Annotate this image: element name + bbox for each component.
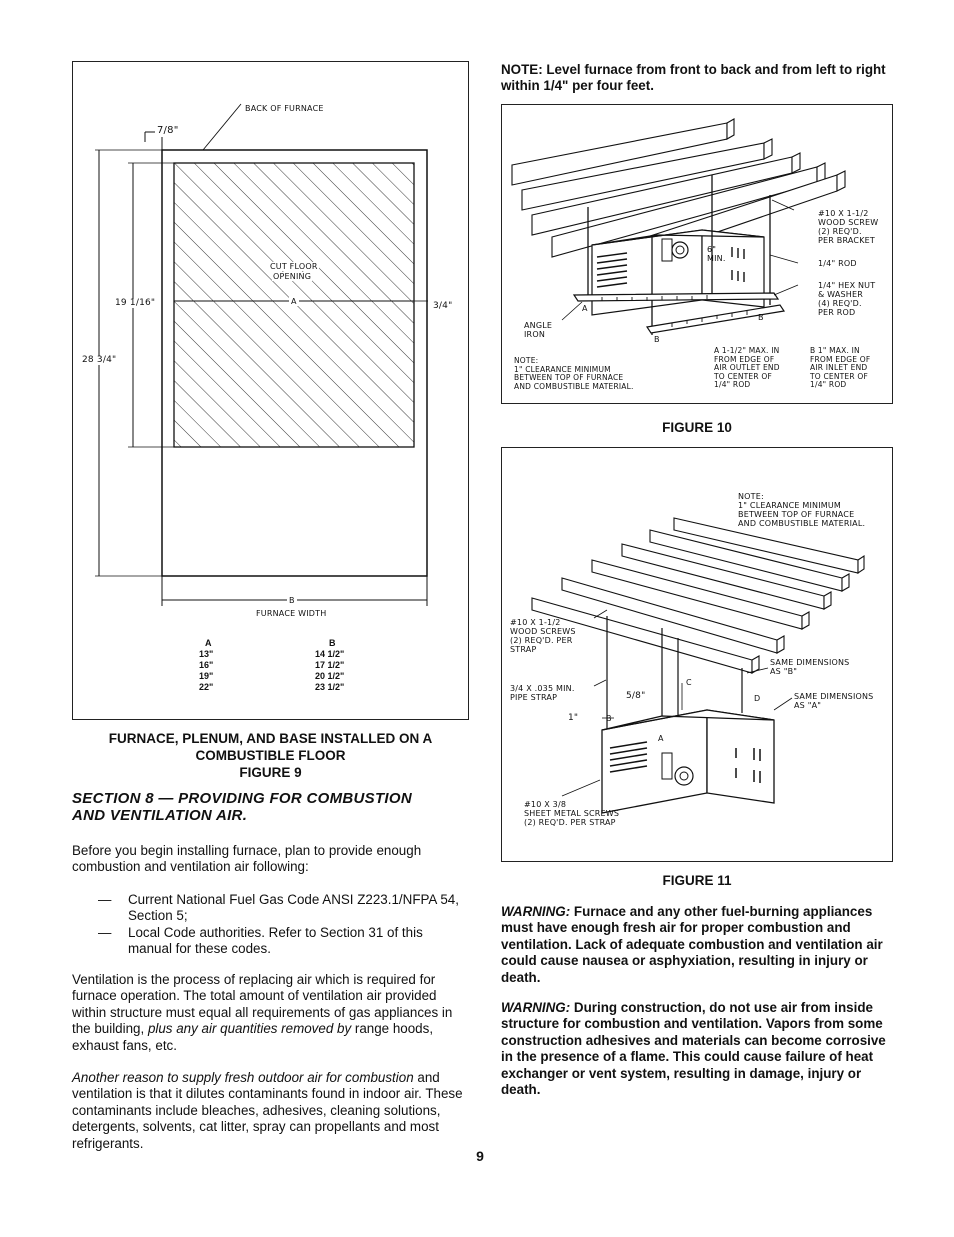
figure-11-frame <box>501 447 893 862</box>
f11-one-inch: 1" <box>568 713 579 723</box>
f11-sheet-screws-line: (2) REQ'D. PER STRAP <box>524 818 616 827</box>
f10-note <box>514 357 634 391</box>
f10-b-note-line: TO CENTER OF <box>810 371 868 381</box>
dash-mark: — <box>98 892 112 907</box>
section-8-bullets <box>98 892 468 958</box>
f11-five-eighths: 5/8" <box>626 691 646 701</box>
f10-a-note-line: TO CENTER OF <box>714 371 772 381</box>
f11-note-line: NOTE: <box>738 492 764 501</box>
f11-same-b-line: AS "B" <box>770 667 798 676</box>
f10-a-label: A <box>582 304 588 313</box>
seven-eighths-label: 7/8" <box>157 125 179 136</box>
bullet-text: Local Code authorities. Refer to Section 31 of this manual for these codes. <box>128 924 423 957</box>
f10-b-note-line: B 1" MAX. IN <box>810 346 860 355</box>
page-number: 9 <box>476 1148 484 1164</box>
f10-a-note-line: AIR OUTLET END <box>714 363 780 372</box>
dim-19-label: 19 1/16" <box>115 298 156 308</box>
f10-angle-iron-line: ANGLE <box>524 321 553 330</box>
f10-screw-label <box>818 209 878 245</box>
contaminants-text: and ventilation is that it dilutes contaminants found in indoor air. These contaminants include bleaches, adhesives, cleaning solutions, detergents, solvents, cat litter, spray can propellants and most refrigerants. <box>72 1070 463 1151</box>
bullet-item <box>98 924 468 958</box>
f11-sheet-screws <box>524 800 619 827</box>
section-8-intro: Before you begin installing furnace, plan to provide enough combustion and ventilation air following: <box>72 843 422 875</box>
warning-1 <box>501 904 893 986</box>
contaminants-text-italic: Another reason to supply fresh outdoor air for combustion <box>72 1070 414 1085</box>
col-a-values <box>199 649 213 693</box>
three-quarter-label: 3/4" <box>433 301 453 311</box>
figure-11-caption: FIGURE 11 <box>662 873 732 888</box>
table-cell: 13" <box>199 649 214 659</box>
f10-screw-line: #10 X 1-1/2 <box>818 209 869 218</box>
bullet-item <box>98 892 468 925</box>
table-cell: 23 1/2" <box>315 682 345 692</box>
f10-hexnut-label <box>818 281 875 317</box>
f11-wood-screws-line: WOOD SCREWS <box>510 627 576 636</box>
ventilation-text: Ventilation is the process of replacing air which is required for furnace operation. The total amount of ventilation air provided within structure must equal all requirements of gas appliances in the building, <box>72 972 453 1037</box>
back-of-furnace-label: BACK OF FURNACE <box>245 104 324 113</box>
f11-note-line: 1" CLEARANCE MINIMUM <box>738 501 842 510</box>
figure-10-frame <box>501 104 893 404</box>
ventilation-text-end: range hoods, exhaust fans, etc. <box>72 1021 434 1053</box>
col-b-header: B <box>329 638 336 648</box>
ventilation-text-italic: plus any air quantities removed by <box>147 1021 352 1037</box>
f10-rod-label: 1/4" ROD <box>818 259 857 268</box>
figure-10-caption: FIGURE 10 <box>662 420 732 435</box>
dim-28-label: 28 3/4" <box>82 355 117 365</box>
f11-same-a-line: SAME DIMENSIONS <box>794 692 874 701</box>
section-8-heading-line-2: AND VENTILATION AIR. <box>72 807 248 824</box>
f10-b-note-line: AIR INLET END <box>810 363 868 372</box>
f10-b-note-line: 1/4" ROD <box>810 380 847 389</box>
contaminants-paragraph <box>72 1070 468 1152</box>
f10-six-min-label <box>707 245 726 263</box>
table-cell: 17 1/2" <box>315 660 345 670</box>
f10-screw-line: PER BRACKET <box>818 236 876 245</box>
f10-note-line: AND COMBUSTIBLE MATERIAL. <box>514 381 634 391</box>
table-cell: 22" <box>199 682 214 692</box>
f10-screw-line: (2) REQ'D. <box>818 227 862 236</box>
f11-note-line: AND COMBUSTIBLE MATERIAL. <box>738 519 866 528</box>
warning-1-label: WARNING: <box>501 904 571 919</box>
warning-1-text: Furnace and any other fuel-burning appliances must have enough fresh air for proper combustion and ventilation. Lack of adequate combustion and ventilation air could cause nausea or asphyxiation, resulting in injury or death. <box>501 904 883 985</box>
furnace-width-label: FURNACE WIDTH <box>256 609 327 618</box>
f10-note-line: NOTE: <box>514 356 539 365</box>
f10-screw-line: WOOD SCREW <box>818 218 879 227</box>
f11-wood-screws-line: (2) REQ'D. PER <box>510 636 573 645</box>
level-note-label: NOTE: <box>501 62 543 77</box>
f11-same-a <box>794 692 873 710</box>
warning-2-text: During construction, do not use air from inside structure for combustion and ventilation. Vapors from some construction adhesives and materials can become corrosive in the presence of a flame. This could cause failure of heat exchanger or vent system, resulting in damage, injury or death. <box>501 1000 886 1098</box>
f10-b-label: B <box>758 313 764 322</box>
f10-six-min-line: MIN. <box>707 254 726 263</box>
f11-wood-screws-line: STRAP <box>510 645 537 654</box>
f11-sheet-screws-line: #10 X 3/8 <box>524 800 567 809</box>
level-note <box>501 62 897 95</box>
f10-b-note-line: FROM EDGE OF <box>810 354 871 364</box>
f11-c-label: C <box>686 678 692 687</box>
f11-same-b-line: SAME DIMENSIONS <box>770 658 850 667</box>
level-note-text: Level furnace from front to back and from left to right within 1/4" per four feet. <box>501 62 886 94</box>
table-cell: 16" <box>199 660 214 670</box>
f10-note-line: BETWEEN TOP OF FURNACE <box>514 373 624 382</box>
section-8-heading-line-1: SECTION 8 — PROVIDING FOR COMBUSTION <box>72 790 412 807</box>
cut-floor-opening-label-1: CUT FLOOR <box>270 262 318 271</box>
figure-9-caption <box>72 730 469 781</box>
ventilation-paragraph <box>72 972 468 1054</box>
figure-9-caption-line-3: FIGURE 9 <box>239 765 302 780</box>
warning-2 <box>501 1000 893 1098</box>
f10-hexnut-line: (4) REQ'D. <box>818 299 862 308</box>
f11-note-line: BETWEEN TOP OF FURNACE <box>738 510 855 519</box>
f11-sheet-screws-line: SHEET METAL SCREWS <box>524 809 620 818</box>
f11-same-a-line: AS "A" <box>794 701 822 710</box>
f10-six-min-line: 6" <box>707 245 717 254</box>
figure-9-caption-line-2: COMBUSTIBLE FLOOR <box>195 748 346 763</box>
f11-b-label: B <box>606 714 612 723</box>
table-cell: 14 1/2" <box>315 649 345 659</box>
dim-b-label: B <box>289 596 295 605</box>
f10-a-note-line: FROM EDGE OF <box>714 354 775 364</box>
f10-note-line: 1" CLEARANCE MINIMUM <box>514 364 611 374</box>
table-cell: 20 1/2" <box>315 671 345 681</box>
dim-a-label: A <box>291 297 297 306</box>
f10-hexnut-line: & WASHER <box>818 290 864 299</box>
f10-angle-iron-label <box>524 321 552 339</box>
f11-note <box>738 492 865 528</box>
f10-hexnut-line: PER ROD <box>818 308 856 317</box>
col-b-values <box>315 649 344 693</box>
f11-pipe-strap-line: 3/4 X .035 MIN. <box>510 684 575 693</box>
dash-mark: — <box>98 924 112 940</box>
f11-wood-screws <box>510 618 576 654</box>
f11-d-label: D <box>754 694 761 703</box>
f11-pipe-strap <box>510 684 575 702</box>
f10-b-label-2: B <box>654 335 660 344</box>
f11-same-b <box>770 658 849 676</box>
bullet-text: Current National Fuel Gas Code ANSI Z223.1/NFPA 54, Section 5; <box>128 892 459 924</box>
f10-a-note-line: A 1-1/2" MAX. IN <box>714 346 780 355</box>
figure-9-drawing <box>73 62 470 721</box>
f11-pipe-strap-line: PIPE STRAP <box>510 693 558 702</box>
f10-hexnut-line: 1/4" HEX NUT <box>818 281 876 290</box>
f11-a-label: A <box>658 734 664 743</box>
f10-b-note <box>810 347 870 390</box>
f10-angle-iron-line: IRON <box>524 330 545 339</box>
section-8-heading <box>72 790 472 824</box>
f10-a-note <box>714 347 780 390</box>
f11-wood-screws-line: #10 X 1-1/2 <box>510 618 561 627</box>
f10-a-note-line: 1/4" ROD <box>714 380 751 389</box>
warning-2-label: WARNING: <box>501 1000 571 1015</box>
table-cell: 19" <box>199 671 214 681</box>
cut-floor-opening-label-2: OPENING <box>273 272 312 281</box>
figure-9-caption-line-1: FURNACE, PLENUM, AND BASE INSTALLED ON A <box>108 731 433 746</box>
figure-9-frame <box>72 61 469 720</box>
col-a-header: A <box>205 638 212 648</box>
